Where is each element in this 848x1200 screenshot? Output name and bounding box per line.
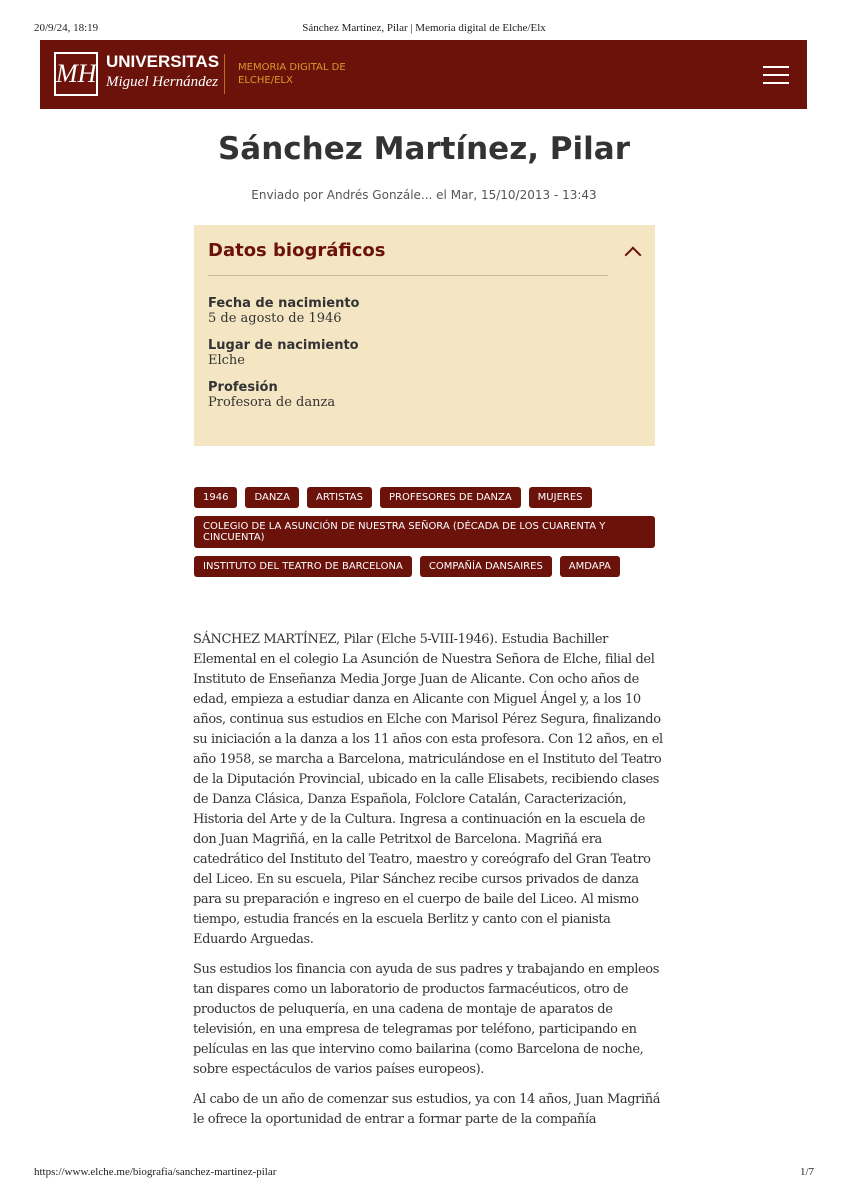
chevron-up-icon[interactable] <box>625 247 642 264</box>
site-name-link[interactable]: MEMORIA DIGITAL DE ELCHE/ELX <box>238 62 346 86</box>
print-url: https://www.elche.me/biografia/sanchez-martinez-pilar <box>34 1166 277 1178</box>
biography-text <box>193 630 663 1130</box>
hamburger-menu-icon[interactable] <box>763 66 789 84</box>
field-label: Lugar de nacimiento <box>208 338 359 353</box>
paragraph: Al cabo de un año de comenzar sus estudios, ya con 14 años, Juan Magriñá le ofrece la oportunidad de entrar a formar parte de la compañía <box>193 1092 661 1127</box>
paragraph: SÁNCHEZ MARTÍNEZ, Pilar (Elche 5-VIII-1946). Estudia Bachiller Elemental en el colegio La Asunción de Nuestra Señora de Elche, filial del Instituto de Enseñanza Media Jorge Juan de Alicante. Con ocho años de edad, empieza a estudiar danza en Alicante con Miguel Ángel y, a los 10 años, continua sus estudios en Elche con Marisol Pérez Segura, finalizando su iniciación a la danza a los 11 años con esta profesora. Con 12 años, en el año 1958, se marcha a Barcelona, matriculándose en el Instituto del Teatro de la Diputación Provincial, ubicado en la calle Elisabets, recibiendo clases de Danza Clásica, Danza Española, Folclore Catalán, Caracterización, Historia del Arte y de la Cultura. Ingresa a continuación en la escuela de don Juan Magriñá, en la calle Petritxol de Barcelona. Magriñá era catedrático del Instituto del Teatro, maestro y coreógrafo del Gran Teatro del Liceo. En su escuela, Pilar Sánchez recibe cursos privados de danza para su preparación e ingreso en el cuerpo de baile del Liceo. Al mismo tiempo, estudia francés en la escuela Berlitz y canto con el pianista Eduardo Arguedas. <box>193 632 663 947</box>
site-header <box>40 40 807 109</box>
university-name: UNIVERSITAS <box>106 52 220 71</box>
tag-link[interactable]: COLEGIO DE LA ASUNCIÓN DE NUESTRA SEÑORA (DÉCADA DE LOS CUARENTA Y CINCUENTA) <box>194 516 655 548</box>
field-label: Fecha de nacimiento <box>208 296 360 311</box>
tag-link[interactable]: AMDAPA <box>560 556 620 577</box>
paragraph: Sus estudios los financia con ayuda de sus padres y trabajando en empleos tan dispares como un laboratorio de productos farmacéuticos, otro de productos de peluquería, en una cadena de montaje de aparatos de televisión, en una empresa de telegramas por teléfono, participando en películas en las que intervino como bailarina (como Barcelona de noche, sobre espectáculos de varios países europeos). <box>193 962 659 1077</box>
tag-link[interactable]: PROFESORES DE DANZA <box>380 487 521 508</box>
bio-heading[interactable]: Datos biográficos <box>208 240 608 276</box>
field-label: Profesión <box>208 380 278 395</box>
tag-link[interactable]: INSTITUTO DEL TEATRO DE BARCELONA <box>194 556 412 577</box>
tag-link[interactable]: DANZA <box>245 487 299 508</box>
tag-link[interactable]: ARTISTAS <box>307 487 372 508</box>
print-title: Sánchez Martínez, Pilar | Memoria digital de Elche/Elx <box>302 22 546 34</box>
field-value: 5 de agosto de 1946 <box>208 311 342 326</box>
print-page: 1/7 <box>799 1166 814 1178</box>
tag-link[interactable]: COMPAÑÍA DANSAIRES <box>420 556 552 577</box>
print-datetime: 20/9/24, 18:19 <box>34 22 99 34</box>
page-title: Sánchez Martínez, Pilar <box>217 131 630 167</box>
field-value: Elche <box>208 353 245 368</box>
tag-link[interactable]: MUJERES <box>529 487 592 508</box>
tag-link[interactable]: 1946 <box>194 487 237 508</box>
tag-list <box>194 487 656 577</box>
university-logo[interactable]: MH <box>54 52 98 96</box>
university-subname: Miguel Hernández <box>106 74 219 90</box>
field-value: Profesora de danza <box>208 395 336 410</box>
bio-panel <box>194 225 655 446</box>
submitted-by: Enviado por Andrés Gonzále... el Mar, 15/10/2013 - 13:43 <box>251 188 597 202</box>
header-divider <box>224 54 225 94</box>
